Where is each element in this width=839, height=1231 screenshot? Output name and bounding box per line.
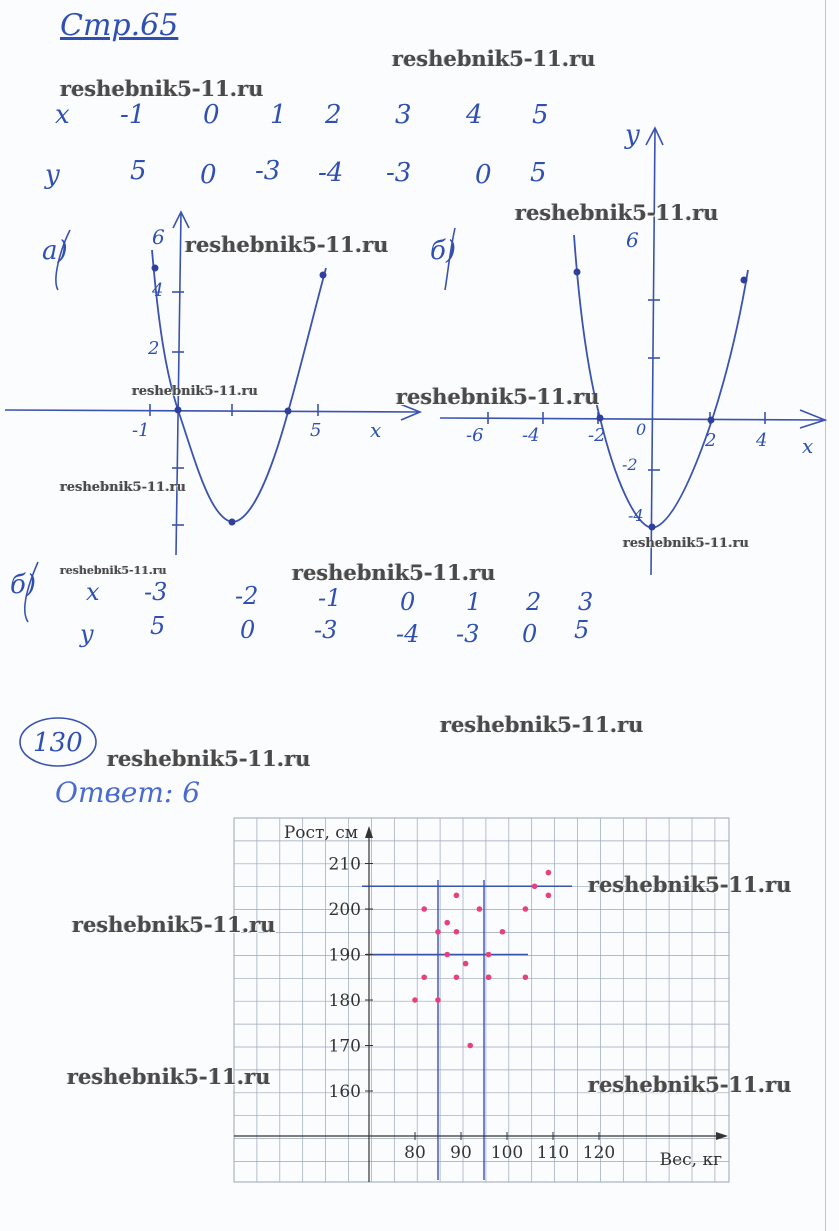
table-2-y-value: 5 (150, 612, 166, 640)
table-2-x-value: 2 (526, 588, 542, 616)
graph-a-x-axis-label: x (370, 418, 382, 442)
watermark: reshebnik5-11.ru (588, 872, 792, 897)
table-1-y-value: 0 (475, 160, 492, 190)
y-tick-label: 210 (328, 854, 361, 875)
table-1-x-value: -1 (120, 100, 146, 130)
x-tick-label: 90 (450, 1143, 472, 1163)
watermark: reshebnik5-11.ru (107, 746, 311, 771)
table-2-x-value: 0 (400, 588, 416, 616)
scatter-point (454, 929, 460, 935)
graph-b-tick-label: -6 (466, 425, 484, 446)
table-1-x-value: 1 (270, 100, 287, 130)
x-axis-label: Вес, кг (659, 1150, 722, 1170)
table-2-y-value: 5 (574, 616, 590, 644)
scatter-point (546, 870, 552, 876)
scatter-point (546, 893, 552, 899)
watermark: reshebnik5-11.ru (185, 232, 389, 257)
x-tick-label: 110 (536, 1143, 570, 1163)
y-axis-label: Рост, см (283, 823, 358, 843)
scatter-point (454, 974, 460, 980)
table-2-y-value: -4 (396, 620, 420, 648)
scatter-point (523, 906, 529, 912)
watermark: reshebnik5-11.ru (60, 76, 264, 101)
graph-a-tick-label: 6 (152, 225, 165, 249)
problem-number: 130 (33, 728, 83, 758)
table-2-y-value: 0 (240, 616, 256, 644)
table-1-y-value: 5 (130, 156, 147, 186)
table-2-y-value: -3 (314, 616, 338, 644)
page-heading: Стр.65 (60, 8, 179, 43)
table-1-y-value: -3 (386, 158, 412, 188)
scatter-point (532, 883, 538, 889)
watermark: reshebnik5-11.ru (132, 384, 259, 399)
y-axis-arrow (365, 826, 373, 838)
x-tick-label: 80 (404, 1143, 426, 1163)
table-1-y-value: -4 (318, 158, 344, 188)
watermark: reshebnik5-11.ru (392, 46, 596, 71)
scatter-point (421, 974, 427, 980)
table-2-y-value: -3 (456, 620, 480, 648)
scatter-point (444, 920, 450, 926)
watermark: reshebnik5-11.ru (440, 712, 644, 737)
y-tick-label: 190 (328, 945, 361, 966)
scatter-point (467, 1043, 473, 1049)
scatter-point (435, 929, 441, 935)
graph-b-label: б) (430, 236, 457, 266)
graph-b-y-axis-label: y (625, 120, 640, 150)
scatter-point (454, 893, 460, 899)
scatter-point (463, 961, 469, 967)
table-1-y-value: 0 (200, 160, 217, 190)
watermark: reshebnik5-11.ru (396, 384, 600, 409)
table-2-x-value: -3 (144, 578, 168, 606)
graph-a-tick-label: 5 (310, 420, 322, 441)
scatter-point (477, 906, 483, 912)
scatter-point (444, 952, 450, 958)
scatter-point (421, 906, 427, 912)
x-tick-label: 100 (490, 1143, 524, 1163)
scatter-point (523, 974, 529, 980)
scatter-point (486, 952, 492, 958)
table-2-x-value: 1 (466, 588, 482, 616)
watermark: reshebnik5-11.ru (588, 1072, 792, 1097)
table-1-x-value: 0 (203, 100, 220, 130)
watermark: reshebnik5-11.ru (623, 536, 750, 551)
table-1-y-value: -3 (255, 156, 281, 186)
data-points (412, 870, 551, 1048)
y-tick-label: 170 (328, 1036, 361, 1057)
y-tick-label: 180 (328, 991, 361, 1011)
table-1-x-value: 4 (466, 100, 483, 130)
watermark: reshebnik5-11.ru (60, 564, 167, 577)
graph-a-tick-label: -1 (132, 420, 150, 441)
graph-b-tick-label: 6 (626, 228, 639, 252)
table-1-x-value: 3 (395, 100, 412, 130)
table-2-x-label: x (86, 578, 100, 606)
graph-b-tick-label: -2 (622, 455, 638, 474)
graph-a-label: a) (42, 236, 68, 266)
graph-b-x-axis-label: x (802, 434, 814, 458)
graph-b-tick-label: 4 (756, 430, 768, 451)
table-2-y-label: y (80, 620, 94, 648)
table-2-y-value: 0 (522, 620, 538, 648)
graph-a-tick-label: 2 (148, 338, 160, 359)
watermark: reshebnik5-11.ru (292, 560, 496, 585)
table-1-x-label: x (55, 100, 70, 130)
table-1-y-label: y (45, 160, 60, 190)
table-2-x-value: -2 (235, 582, 259, 610)
graph-a-tick-label: 4 (152, 280, 164, 301)
table-2-label: б) (10, 570, 37, 600)
reference-lines (362, 880, 572, 1180)
graph-b-tick-label: 0 (636, 420, 647, 439)
table-2-x-value: -1 (318, 584, 342, 612)
watermark: reshebnik5-11.ru (60, 480, 187, 495)
table-1-x-value: 5 (532, 100, 549, 130)
scatter-point (435, 997, 441, 1003)
graph-b-tick-label: -2 (588, 425, 606, 446)
watermark: reshebnik5-11.ru (67, 1064, 271, 1089)
table-1-x-value: 2 (325, 100, 342, 130)
scatter-point (412, 997, 418, 1003)
watermark: reshebnik5-11.ru (515, 200, 719, 225)
graph-b-tick-label: -4 (522, 425, 540, 446)
scatter-point (500, 929, 506, 935)
answer-text: Ответ: 6 (55, 776, 201, 809)
graph-b-tick-label: -4 (628, 506, 644, 525)
y-tick-label: 160 (328, 1082, 361, 1102)
x-tick-label: 120 (582, 1143, 616, 1163)
table-1-y-value: 5 (530, 158, 547, 188)
graph-b-tick-label: 2 (705, 430, 717, 451)
y-tick-label: 200 (328, 900, 361, 920)
scatter-point (486, 974, 492, 980)
watermark: reshebnik5-11.ru (72, 912, 276, 937)
table-2-x-value: 3 (578, 588, 594, 616)
